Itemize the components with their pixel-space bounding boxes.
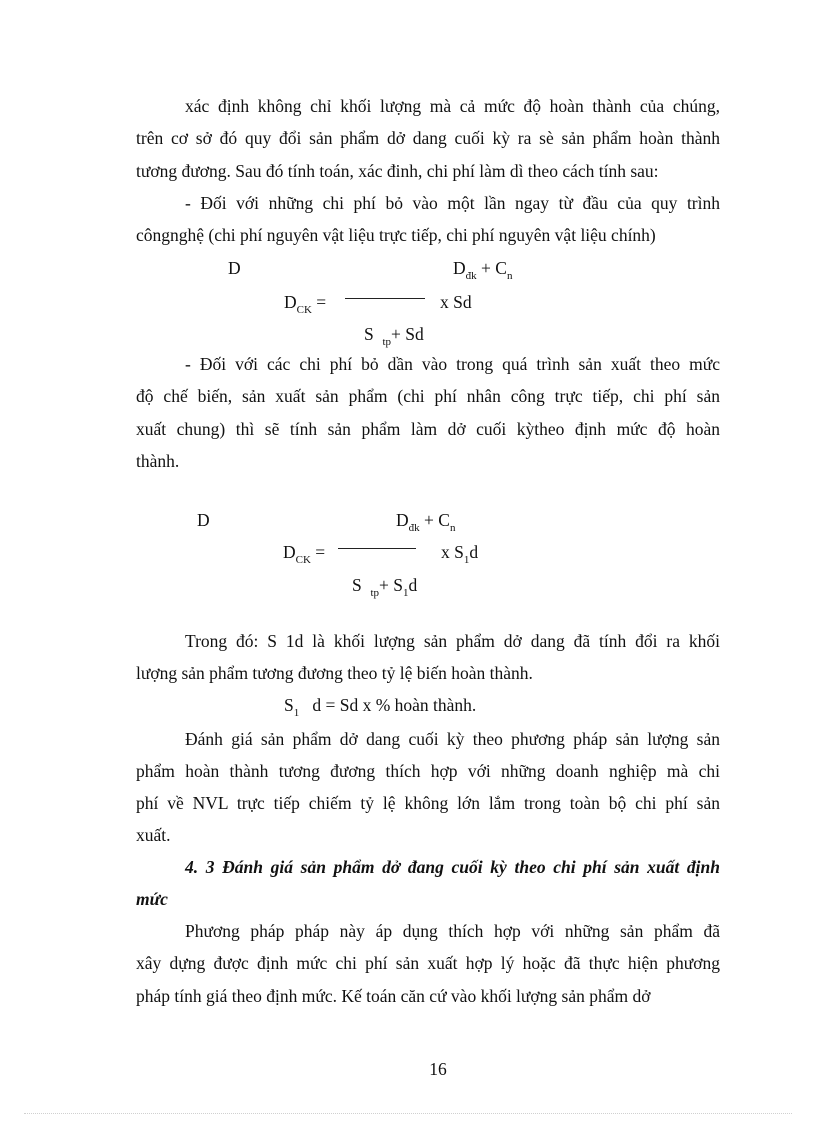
- body-text-line: độ chế biến, sản xuất sản phẩm (chi phí nhân công trực tiếp, chi phí sản: [136, 386, 720, 406]
- formula-numerator: $D_{đk} + C_n$: [453, 258, 513, 282]
- fraction-bar: [338, 548, 416, 549]
- formula-multiplier: x Sd: [440, 292, 472, 312]
- body-text-line: tương đương. Sau đó tính toán, xác đinh, chi phí làm dì theo cách tính sau:: [136, 161, 659, 181]
- formula-lhs: $D_{CK}$ =: [283, 542, 326, 566]
- formula-denominator: S $_{tp}$+ Sd: [364, 324, 424, 348]
- formula-3: $S_1$ d = Sd x % hoàn thành.: [284, 695, 477, 719]
- body-text-line: pháp tính giá theo định mức. Kế toán căn cứ vào khối lượng sản phẩm dở: [136, 986, 651, 1006]
- body-text-line: xuất.: [136, 825, 171, 845]
- formula-label: D: [228, 258, 241, 278]
- section-heading: mức: [136, 889, 168, 909]
- formula-lhs: $D_{CK}$ =: [284, 292, 327, 316]
- body-text-line: phẩm hoàn thành tương đương thích hợp với những doanh nghiệp mà chi: [136, 761, 720, 781]
- body-text-line: xuất chung) thì sẽ tính sản phẩm làm dở cuối kỳtheo định mức độ hoàn: [136, 419, 720, 439]
- body-text-line: - Đối với những chi phí bỏ vào một lần ngay từ đầu của quy trình: [185, 193, 720, 213]
- body-text-line: côngnghệ (chi phí nguyên vật liệu trực tiếp, chi phí nguyên vật liệu chính): [136, 225, 656, 245]
- body-text-line: lượng sản phẩm tương đương theo tỷ lệ biến hoàn thành.: [136, 663, 533, 683]
- body-text-line: Trong đó: S 1d là khối lượng sản phẩm dở dang đã tính đổi ra khối: [185, 631, 720, 651]
- fraction-bar: [345, 298, 425, 299]
- body-text-line: Đánh giá sản phẩm dở dang cuối kỳ theo phương pháp sản lượng sản: [185, 729, 720, 749]
- formula-multiplier: x $S_1d$: [441, 542, 479, 566]
- body-text-line: xác định không chỉ khối lượng mà cả mức độ hoàn thành của chúng,: [185, 96, 720, 116]
- body-text-line: trên cơ sở đó quy đổi sản phẩm dở dang cuối kỳ ra sè sản phẩm hoàn thành: [136, 128, 720, 148]
- body-text-line: xây dựng được định mức chi phí sản xuất hợp lý hoặc đã thực hiện phương: [136, 953, 720, 973]
- formula-label: D: [197, 510, 210, 530]
- body-text-line: thành.: [136, 451, 180, 471]
- formula-denominator: S $_{tp}+ S_1d$: [352, 575, 418, 599]
- body-text-line: Phương pháp pháp này áp dụng thích hợp với những sản phẩm đã: [185, 921, 720, 941]
- page-bottom-border: [24, 1113, 792, 1114]
- section-heading: 4. 3 Đánh giá sản phẩm dở đang cuối kỳ theo chi phí sản xuất định: [185, 857, 720, 877]
- body-text-line: - Đối với các chi phí bỏ dần vào trong quá trình sản xuất theo mức: [185, 354, 720, 374]
- body-text-line: phí về NVL trực tiếp chiếm tỷ lệ không lớn lắm trong toàn bộ chi phí sản: [136, 793, 720, 813]
- page-number: 16: [429, 1059, 447, 1079]
- formula-numerator: $D_{đk} + C_n$: [396, 510, 456, 534]
